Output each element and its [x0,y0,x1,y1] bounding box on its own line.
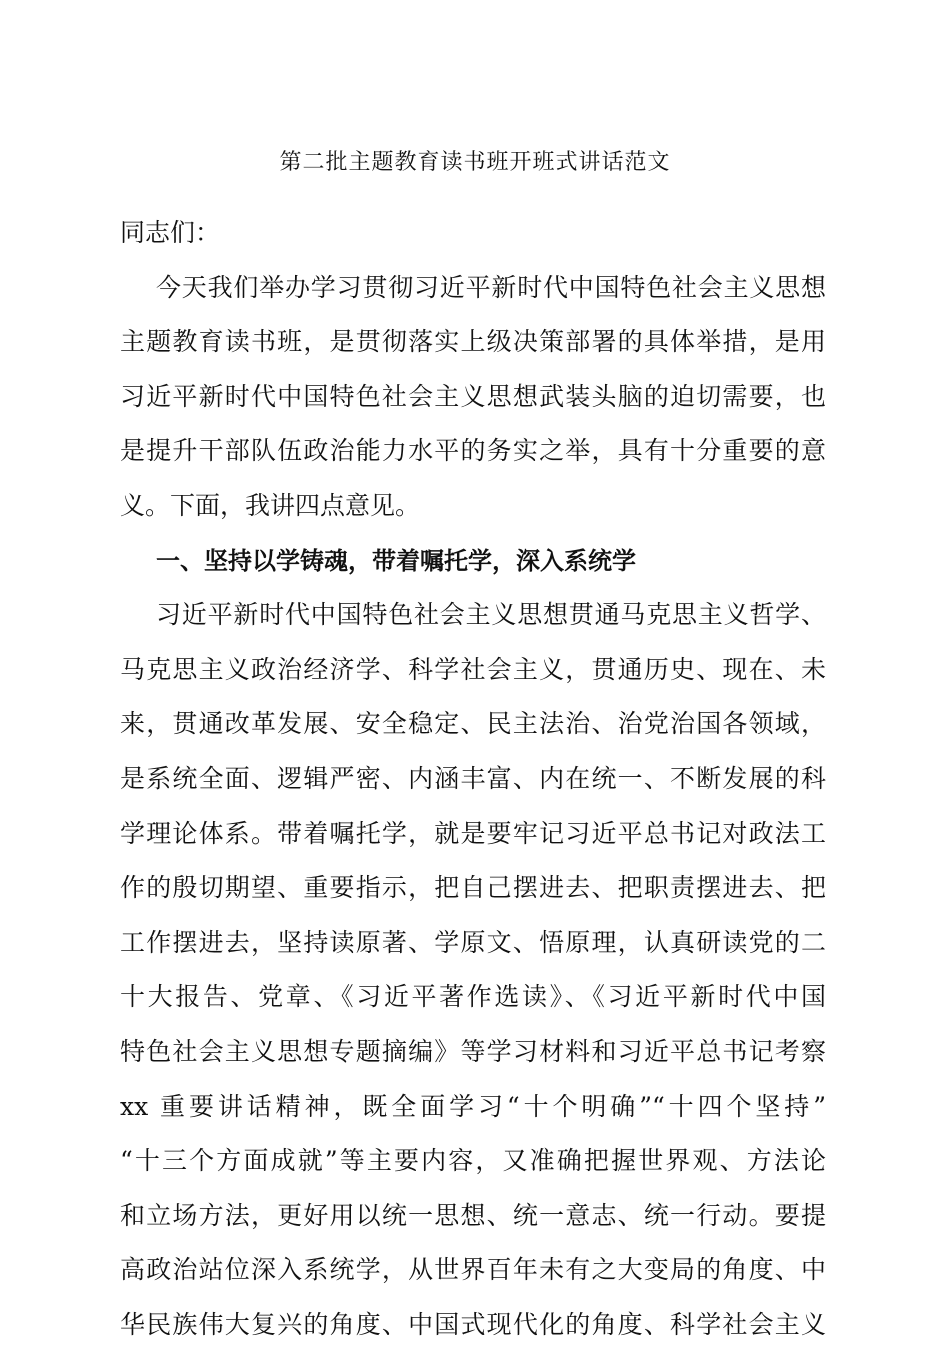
section-heading-1: 一、坚持以学铸魂，带着嘱托学，深入系统学 [156,546,636,575]
text-line: 华民族伟大复兴的角度、中国式现代化的角度、科学社会主义 [120,1309,826,1339]
text-line: 马克思主义政治经济学、科学社会主义，贯通历史、现在、未 [120,654,826,684]
text-line: 和立场方法，更好用以统一思想、统一意志、统一行动。要提 [120,1200,826,1230]
text-line: 主题教育读书班，是贯彻落实上级决策部署的具体举措，是用 [120,327,826,357]
text-line: 特色社会主义思想专题摘编》等学习材料和习近平总书记考察 [120,1036,826,1066]
text-line: 高政治站位深入系统学，从世界百年未有之大变局的角度、中 [120,1255,826,1285]
text-line: 义。下面，我讲四点意见。 [120,490,421,520]
paragraph-intro [120,261,826,534]
paragraph-section-1 [120,588,826,1352]
text-line: 学理论体系。带着嘱托学，就是要牢记习近平总书记对政法工 [120,818,826,848]
text-line: 是提升干部队伍政治能力水平的务实之举，具有十分重要的意 [120,436,826,466]
text-line: 来，贯通改革发展、安全稳定、民主法治、治党治国各领域， [120,709,826,739]
document-body [120,206,826,1352]
salutation: 同志们： [120,218,221,247]
text-line: 习近平新时代中国特色社会主义思想武装头脑的迫切需要，也 [120,381,826,411]
text-line: 是系统全面、逻辑严密、内涵丰富、内在统一、不断发展的科 [120,763,826,793]
text-line: 今天我们举办学习贯彻习近平新时代中国特色社会主义思想 [156,272,826,302]
text-line: “十三个方面成就”等主要内容，又准确把握世界观、方法论 [120,1146,826,1176]
text-line: 十大报告、党章、《习近平著作选读》、《习近平新时代中国 [120,982,826,1012]
text-line: xx 重要讲话精神，既全面学习“十个明确”“十四个坚持” [120,1091,826,1121]
text-line: 工作摆进去，坚持读原著、学原文、悟原理，认真研读党的二 [120,927,826,957]
text-line: 习近平新时代中国特色社会主义思想贯通马克思主义哲学、 [156,600,826,630]
document-title: 第二批主题教育读书班开班式讲话范文 [279,150,671,175]
text-line: 作的殷切期望、重要指示，把自己摆进去、把职责摆进去、把 [120,873,826,903]
